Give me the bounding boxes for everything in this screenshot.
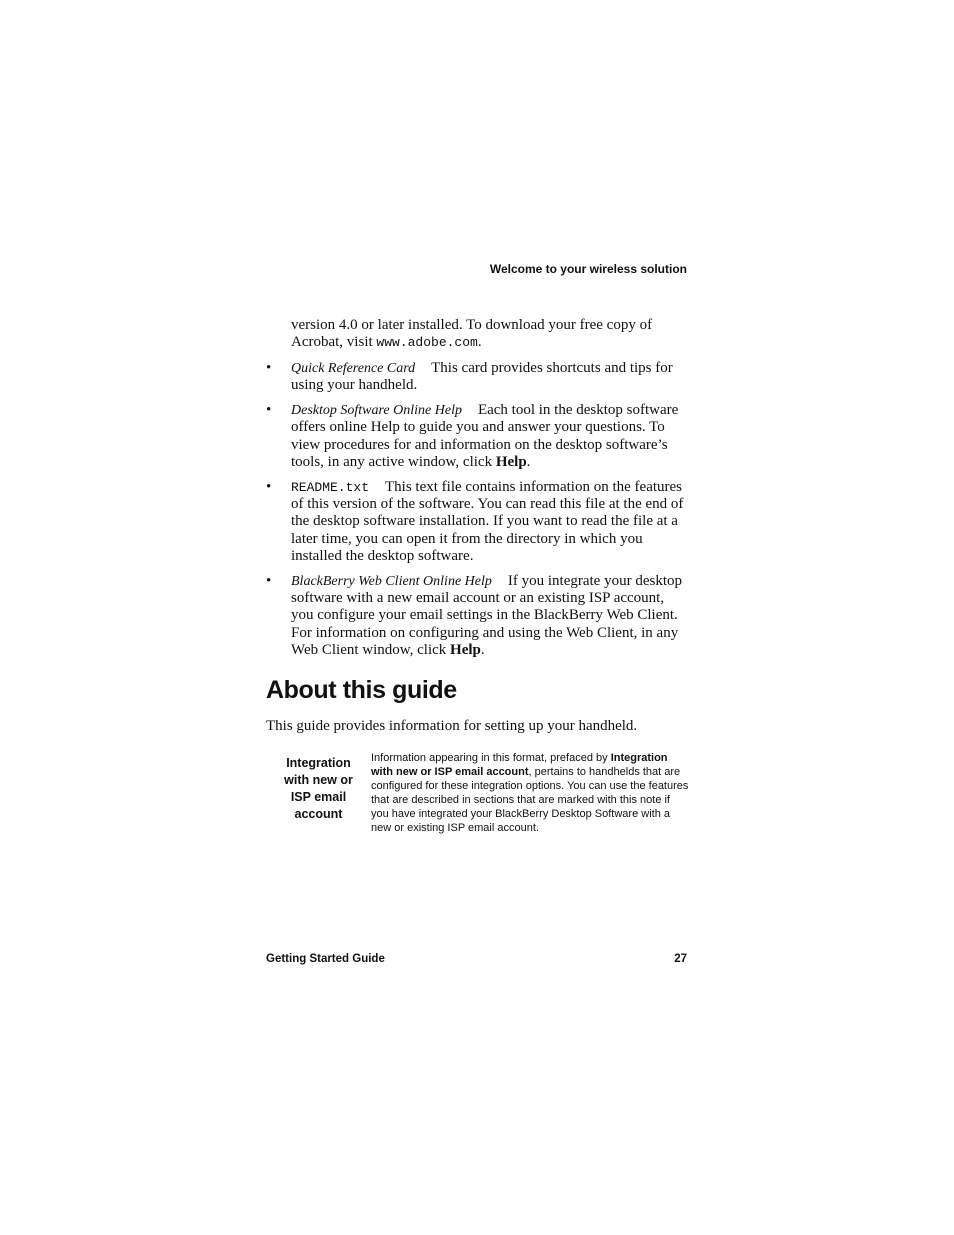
integration-note-label: Integration with new or ISP email account <box>284 756 353 821</box>
note-text-start: Information appearing in this format, prefaced by <box>371 752 611 764</box>
section-heading: About this guide <box>266 676 457 704</box>
list-item-text: This text file contains information on the features of this version of the software. You can read this file at the end of the desktop software installation. If you want to read the file at a later time, you can open it from the directory in which you installed the desktop software. <box>291 478 684 564</box>
term-web-client-online-help: BlackBerry Web Client Online Help <box>291 573 492 589</box>
term-desktop-software-online-help: Desktop Software Online Help <box>291 403 462 419</box>
continuation-period: . <box>477 334 482 351</box>
resource-list <box>266 360 687 667</box>
list-item-period: . <box>480 641 485 658</box>
list-item-desktop-help <box>266 402 687 471</box>
bullet-mark: • <box>266 478 272 495</box>
list-item-text: This card provides shortcuts and tips for using your handheld. <box>291 360 673 394</box>
note-emphasis: Integration with new or ISP email account <box>371 752 668 778</box>
running-header: Welcome to your wireless solution <box>489 262 687 276</box>
list-item-quick-reference <box>266 360 687 395</box>
term-readme-file: README.txt <box>291 479 370 495</box>
integration-note-text <box>371 751 689 835</box>
list-item-text: Each tool in the desktop software offers online Help to guide you and answer your questions. To view procedures for and information on the desktop software’s tools, in any active window, click <box>291 402 679 470</box>
help-emphasis: Help <box>495 453 527 470</box>
bullet-mark: • <box>266 360 272 376</box>
section-intro: This guide provides information for setting up your handheld. <box>266 718 638 734</box>
bullet-mark: • <box>266 402 272 419</box>
list-item-period: . <box>526 453 531 470</box>
term-quick-reference-card: Quick Reference Card <box>291 361 416 376</box>
list-item-web-client-help <box>266 573 687 659</box>
bullet-mark: • <box>266 572 272 589</box>
note-text-end: , pertains to handhelds that are configured for these integration options. You can use the features that are described in sections that are marked with this note if you have integrated your BlackBerry Desktop Software with a new or existing ISP email account. <box>371 766 689 834</box>
list-item-text: If you integrate your desktop software with a new email account or an existing ISP account, you configure your email settings in the BlackBerry Web Client. For information on configuring and using the Web Client, in any Web Client window, click <box>291 572 682 658</box>
footer-page-number: 27 <box>674 953 687 965</box>
adobe-link[interactable]: www.adobe.com <box>376 335 478 351</box>
help-emphasis: Help <box>450 641 481 658</box>
list-item-readme <box>266 479 687 565</box>
footer-guide-title: Getting Started Guide <box>266 953 385 965</box>
continuation-paragraph <box>291 317 687 352</box>
continuation-text: version 4.0 or later installed. To download your free copy of Acrobat, visit <box>291 317 653 351</box>
